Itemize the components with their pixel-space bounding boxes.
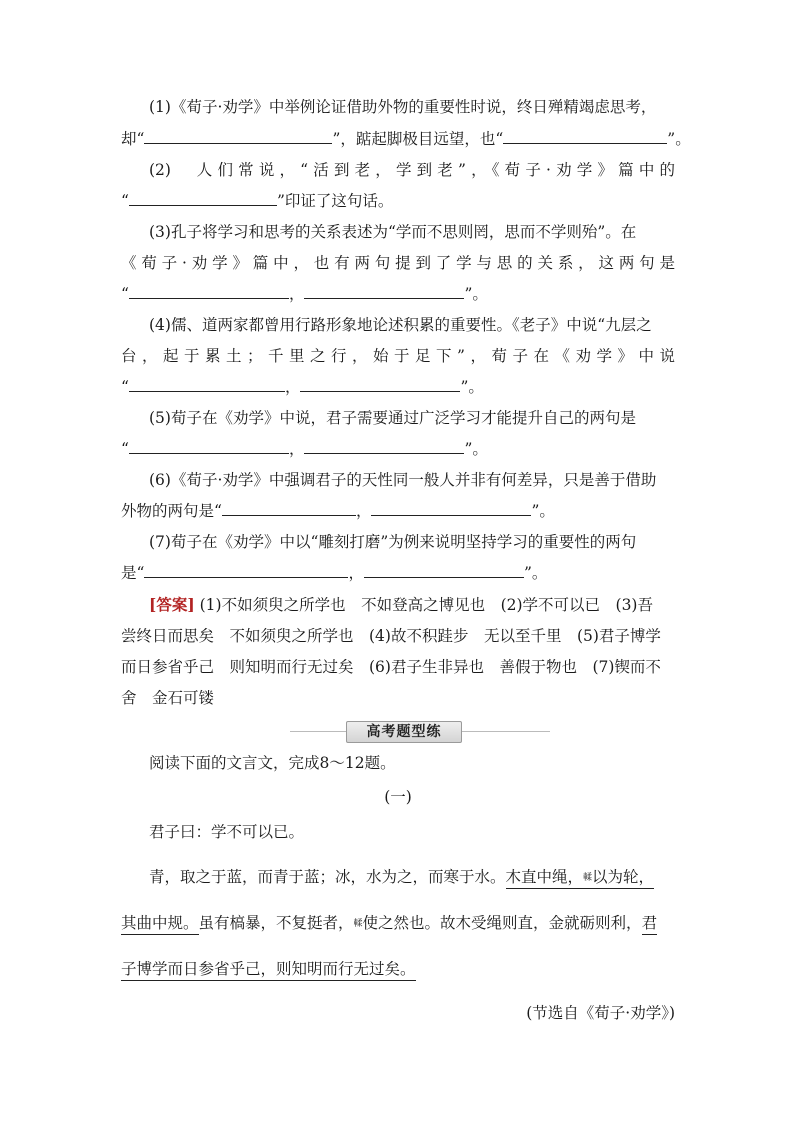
banner-rule-left [290,731,346,732]
q3-line3: “ ， ”。 [121,285,488,303]
q1-blank-2[interactable] [503,129,667,144]
q4-line3: “ ， ”。 [121,378,484,396]
banner-rule-right [462,731,550,732]
q4-line1: (4)儒、道两家都曾用行路形象地论述积累的重要性。《老子》中说“九层之 [149,316,652,334]
q7-blank-1[interactable] [144,563,348,578]
q3-line2: 《荀子·劝学》篇中，也有两句提到了学与思的关系，这两句是 [121,254,675,272]
q5-blank-1[interactable] [129,439,289,454]
q3-line1: (3)孔子将学习和思考的关系表述为“学而不思则罔，思而不学则殆”。在 [149,223,637,241]
passage-source: (节选自《荀子·劝学》) [526,1004,675,1022]
q7-line1: (7)荀子在《劝学》中以“雕刻打磨”为例来说明坚持学习的重要性的两句 [149,533,637,551]
answer-line4: 舍 金石可镂 [121,689,215,707]
q7-blank-2[interactable] [364,563,524,578]
underlined-sentence-1: 木直中绳，輮以为轮， [506,868,655,889]
q7-line2: 是“ ， ”。 [121,564,548,582]
answer-line2: 尝终日而思矣 不如须臾之所学也 (4)故不积跬步 无以至千里 (5)君子博学 [121,627,661,645]
q4-line2: 台，起于累土；千里之行，始于足下”，荀子在《劝学》中说 [121,347,675,365]
q3-blank-1[interactable] [129,284,289,299]
q5-line1: (5)荀子在《劝学》中说，君子需要通过广泛学习才能提升自己的两句是 [149,409,636,427]
q6-blank-2[interactable] [371,501,531,516]
answer-label: [答案] [149,595,195,614]
q5-line2: “ ， ”。 [121,440,488,458]
answer-line3: 而日参省乎己 则知明而行无过矣 (6)君子生非异也 善假于物也 (7)锲而不 [121,658,661,676]
q3-blank-2[interactable] [304,284,464,299]
q6-line2: 外物的两句是“ ， ”。 [121,502,555,520]
q1-blank-1[interactable] [144,129,332,144]
q4-blank-1[interactable] [129,377,285,392]
reading-instruction: 阅读下面的文言文，完成8～12题。 [149,754,396,772]
q2-line1: (2) 人们常说，“活到老，学到老”，《荀子·劝学》篇中的 [149,161,675,179]
q5-blank-2[interactable] [304,439,464,454]
passage-line2: 其曲中规。虽有槁暴，不复挺者，輮使之然也。故木受绳则直，金就砺则利，君 [121,912,675,935]
q2-blank[interactable] [129,191,277,206]
section-banner [290,720,550,744]
passage-line1: 青，取之于蓝，而青于蓝；冰，水为之，而寒于水。木直中绳，輮以为轮， [149,866,675,889]
q1-line2: 却“ ”，踮起脚极目远望，也“ ”。 [121,130,691,148]
q4-blank-2[interactable] [300,377,460,392]
q2-line2: “ ”印证了这句话。 [121,192,394,210]
part-number: (一) [384,788,412,806]
passage-para1: 君子曰：学不可以已。 [149,823,305,841]
underlined-sentence-2: 子博学而日参省乎己，则知明而行无过矣。 [121,960,416,981]
q6-blank-1[interactable] [222,501,356,516]
section-banner-title: 高考题型练 [346,721,462,743]
q6-line1: (6)《荀子·劝学》中强调君子的天性同一般人并非有何差异，只是善于借助 [149,471,657,489]
passage-line3 [121,958,675,980]
q1-line1: (1)《荀子·劝学》中举例论证借助外物的重要性时说，终日殚精竭虑思考， [149,98,657,116]
answer-line1: [答案] (1)不如须臾之所学也 不如登高之博见也 (2)学不可以已 (3)吾 [149,595,653,614]
